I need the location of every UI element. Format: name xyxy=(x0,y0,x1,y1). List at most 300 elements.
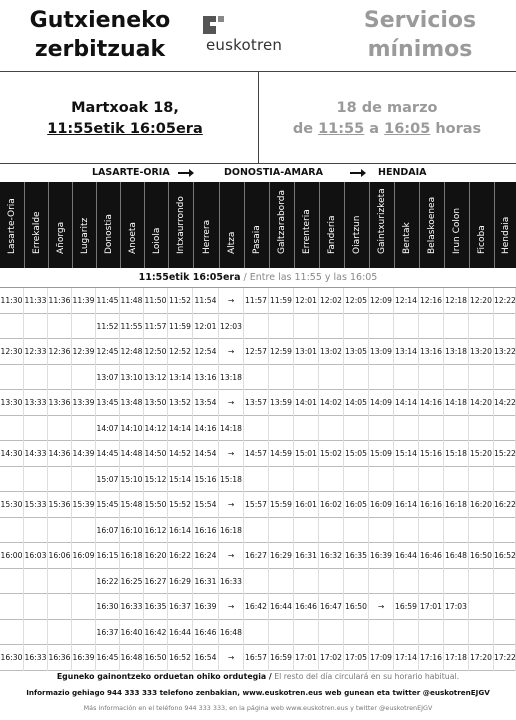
table-cell: 15:50 xyxy=(144,492,168,518)
table-cell: 16:24 xyxy=(193,543,219,569)
table-cell: 13:16 xyxy=(419,339,444,365)
table-cell xyxy=(394,569,419,595)
table-cell xyxy=(48,594,72,620)
footer-notice xyxy=(0,672,516,686)
table-cell: 16:50 xyxy=(469,543,494,569)
table-cell: 15:12 xyxy=(144,467,168,493)
table-cell xyxy=(244,518,269,544)
table-cell: 13:01 xyxy=(294,339,319,365)
table-cell: 16:12 xyxy=(144,518,168,544)
table-cell: 16:46 xyxy=(193,620,219,646)
table-cell xyxy=(494,467,516,493)
table-cell xyxy=(469,314,494,340)
table-cell xyxy=(48,416,72,442)
table-cell xyxy=(294,518,319,544)
table-cell: 16:32 xyxy=(319,543,344,569)
table-cell: 13:57 xyxy=(244,390,269,416)
station-header xyxy=(120,182,144,268)
table-cell: 12:54 xyxy=(193,339,219,365)
table-cell: 11:45 xyxy=(96,288,120,314)
table-cell: 17:01 xyxy=(419,594,444,620)
table-cell: → xyxy=(219,543,244,569)
table-cell: 16:31 xyxy=(294,543,319,569)
table-cell: 15:16 xyxy=(419,441,444,467)
table-cell: 17:16 xyxy=(419,645,444,671)
header xyxy=(0,0,516,72)
table-cell: 15:07 xyxy=(96,467,120,493)
table-cell xyxy=(369,569,394,595)
table-cell: 16:30 xyxy=(0,645,24,671)
table-cell: 13:10 xyxy=(120,365,144,391)
table-cell xyxy=(269,314,294,340)
date-spanish-start-time: 11:55 xyxy=(318,121,365,137)
table-cell xyxy=(72,416,96,442)
table-cell xyxy=(48,365,72,391)
table-cell: 16:16 xyxy=(419,492,444,518)
table-row xyxy=(0,594,516,620)
euskotren-logo xyxy=(200,12,320,52)
station-header xyxy=(0,182,24,268)
table-cell: 16:09 xyxy=(369,492,394,518)
table-cell xyxy=(444,569,469,595)
station-header xyxy=(469,182,494,268)
table-cell xyxy=(469,569,494,595)
title-basque-line1: Gutxieneko xyxy=(29,8,171,33)
table-cell: 13:59 xyxy=(269,390,294,416)
table-cell xyxy=(24,416,48,442)
table-cell: 16:18 xyxy=(444,492,469,518)
table-row xyxy=(0,467,516,493)
station-name: Añorga xyxy=(55,221,66,254)
table-cell: 15:48 xyxy=(120,492,144,518)
route-via: DONOSTIA-AMARA xyxy=(224,167,323,178)
station-name: Oiartzun xyxy=(352,215,362,254)
table-cell: 16:18 xyxy=(120,543,144,569)
table-cell: 16:39 xyxy=(72,645,96,671)
table-cell: 12:22 xyxy=(494,288,516,314)
table-cell: 11:39 xyxy=(72,288,96,314)
table-cell xyxy=(72,314,96,340)
table-cell: 11:36 xyxy=(48,288,72,314)
table-cell: 14:57 xyxy=(244,441,269,467)
table-row xyxy=(0,543,516,569)
brand-name: euskotren xyxy=(206,36,283,54)
station-name: Ficoba xyxy=(477,225,487,254)
table-cell xyxy=(444,467,469,493)
table-cell: 16:44 xyxy=(168,620,193,646)
table-cell xyxy=(394,467,419,493)
table-cell xyxy=(48,518,72,544)
table-cell: 16:06 xyxy=(48,543,72,569)
table-cell xyxy=(24,594,48,620)
station-header xyxy=(419,182,444,268)
table-cell: 16:05 xyxy=(344,492,369,518)
table-cell: 16:33 xyxy=(120,594,144,620)
table-cell xyxy=(394,620,419,646)
table-cell: 15:22 xyxy=(494,441,516,467)
table-cell xyxy=(494,416,516,442)
table-cell: → xyxy=(219,441,244,467)
station-header xyxy=(269,182,294,268)
table-cell: 13:36 xyxy=(48,390,72,416)
station-name: Gaintxurizketa xyxy=(377,188,387,254)
table-cell: 17:03 xyxy=(444,594,469,620)
table-cell: 13:05 xyxy=(344,339,369,365)
station-name: Lasarte-Oria xyxy=(7,198,17,254)
table-cell: 12:45 xyxy=(96,339,120,365)
station-header xyxy=(444,182,469,268)
station-name: Altza xyxy=(227,231,237,254)
table-cell: 13:22 xyxy=(494,339,516,365)
station-name: Errenteria xyxy=(302,209,312,254)
table-cell xyxy=(469,416,494,442)
table-cell xyxy=(444,365,469,391)
table-cell: 17:09 xyxy=(369,645,394,671)
table-cell xyxy=(369,467,394,493)
table-cell: 12:59 xyxy=(269,339,294,365)
route-destination: HENDAIA xyxy=(378,167,427,178)
station-name: Hendaia xyxy=(500,216,511,254)
table-cell: 13:54 xyxy=(193,390,219,416)
table-row xyxy=(0,339,516,365)
title-basque xyxy=(10,6,190,64)
table-cell: 11:33 xyxy=(24,288,48,314)
table-cell: 15:33 xyxy=(24,492,48,518)
table-cell: 16:50 xyxy=(344,594,369,620)
table-row xyxy=(0,441,516,467)
table-cell: 15:05 xyxy=(344,441,369,467)
table-cell xyxy=(294,314,319,340)
table-cell xyxy=(394,365,419,391)
station-header xyxy=(48,182,72,268)
table-cell: 14:10 xyxy=(120,416,144,442)
footer-notice-basque: Eguneko gainontzeko orduetan ohiko ordutegia / xyxy=(56,672,272,681)
table-cell xyxy=(0,365,24,391)
station-name: Belaskoenea xyxy=(427,196,437,254)
table-cell: 12:09 xyxy=(369,288,394,314)
table-cell: 16:44 xyxy=(394,543,419,569)
table-cell: 15:14 xyxy=(394,441,419,467)
table-cell: 16:14 xyxy=(394,492,419,518)
table-cell: 17:14 xyxy=(394,645,419,671)
table-cell xyxy=(0,594,24,620)
title-spanish-line1: Servicios xyxy=(363,8,477,33)
table-cell: 16:52 xyxy=(168,645,193,671)
time-range-spanish: Entre las 11:55 y las 16:05 xyxy=(249,272,378,283)
table-cell: 12:33 xyxy=(24,339,48,365)
station-header xyxy=(72,182,96,268)
table-cell: 14:05 xyxy=(344,390,369,416)
table-cell: 11:48 xyxy=(120,288,144,314)
table-cell: 16:27 xyxy=(244,543,269,569)
table-cell: 16:22 xyxy=(494,492,516,518)
table-row xyxy=(0,365,516,391)
table-cell: 16:33 xyxy=(24,645,48,671)
table-cell: 12:16 xyxy=(419,288,444,314)
station-header xyxy=(144,182,168,268)
table-cell: 17:18 xyxy=(444,645,469,671)
table-cell: 16:39 xyxy=(369,543,394,569)
table-cell xyxy=(294,467,319,493)
table-cell xyxy=(444,518,469,544)
table-cell: 16:22 xyxy=(96,569,120,595)
title-spanish-line2: mínimos xyxy=(367,37,473,62)
table-cell xyxy=(369,314,394,340)
table-cell xyxy=(469,467,494,493)
station-name: Bentak xyxy=(402,222,412,254)
table-cell: 16:48 xyxy=(219,620,244,646)
table-cell: 14:33 xyxy=(24,441,48,467)
table-cell: 14:36 xyxy=(48,441,72,467)
table-cell: 15:45 xyxy=(96,492,120,518)
table-cell: 11:59 xyxy=(168,314,193,340)
route-origin: LASARTE-ORIA xyxy=(92,167,170,178)
table-cell: 16:57 xyxy=(244,645,269,671)
table-cell: 17:20 xyxy=(469,645,494,671)
table-cell xyxy=(444,416,469,442)
table-cell: 13:07 xyxy=(96,365,120,391)
table-cell xyxy=(344,314,369,340)
table-cell xyxy=(419,569,444,595)
table-cell xyxy=(48,569,72,595)
table-cell: 11:57 xyxy=(244,288,269,314)
table-cell: 16:35 xyxy=(144,594,168,620)
table-cell xyxy=(319,314,344,340)
table-cell: 14:02 xyxy=(319,390,344,416)
table-cell: 14:07 xyxy=(96,416,120,442)
table-cell xyxy=(0,314,24,340)
table-cell xyxy=(269,365,294,391)
table-cell xyxy=(244,365,269,391)
date-spanish-line1: 18 de marzo xyxy=(336,100,438,116)
table-row xyxy=(0,390,516,416)
table-cell xyxy=(344,365,369,391)
table-cell: 16:14 xyxy=(168,518,193,544)
station-header xyxy=(344,182,369,268)
table-cell: → xyxy=(219,339,244,365)
table-cell: 13:18 xyxy=(219,365,244,391)
table-row xyxy=(0,569,516,595)
table-cell: 16:47 xyxy=(319,594,344,620)
table-row xyxy=(0,620,516,646)
table-cell: 16:48 xyxy=(444,543,469,569)
table-cell xyxy=(469,518,494,544)
table-cell: 16:44 xyxy=(269,594,294,620)
table-cell xyxy=(244,569,269,595)
table-cell: 13:30 xyxy=(0,390,24,416)
table-cell xyxy=(344,467,369,493)
table-cell xyxy=(494,620,516,646)
table-cell: 13:12 xyxy=(144,365,168,391)
table-cell: 14:18 xyxy=(444,390,469,416)
table-cell: 12:02 xyxy=(319,288,344,314)
table-cell: 15:18 xyxy=(444,441,469,467)
table-cell: 14:09 xyxy=(369,390,394,416)
table-cell: 12:39 xyxy=(72,339,96,365)
station-name: Donostia xyxy=(103,214,114,254)
table-cell: 16:37 xyxy=(96,620,120,646)
station-name: Herrera xyxy=(201,219,212,254)
table-cell: 16:20 xyxy=(469,492,494,518)
table-cell: 16:25 xyxy=(120,569,144,595)
table-cell xyxy=(72,569,96,595)
table-cell: 16:30 xyxy=(96,594,120,620)
table-cell xyxy=(24,518,48,544)
table-cell: 16:29 xyxy=(269,543,294,569)
table-cell: 16:22 xyxy=(168,543,193,569)
table-cell: 14:01 xyxy=(294,390,319,416)
station-header xyxy=(219,182,244,268)
date-spanish xyxy=(282,98,492,140)
table-row xyxy=(0,314,516,340)
table-cell xyxy=(319,416,344,442)
table-cell xyxy=(494,365,516,391)
table-cell: 15:30 xyxy=(0,492,24,518)
table-cell xyxy=(24,365,48,391)
table-row xyxy=(0,416,516,442)
table-cell xyxy=(0,569,24,595)
table-cell xyxy=(48,314,72,340)
date-spanish-post: horas xyxy=(430,121,482,137)
table-cell xyxy=(269,518,294,544)
table-cell: 11:55 xyxy=(120,314,144,340)
table-cell: 16:42 xyxy=(144,620,168,646)
table-cell: 14:50 xyxy=(144,441,168,467)
table-cell: 16:52 xyxy=(494,543,516,569)
date-spanish-end-time: 16:05 xyxy=(384,121,431,137)
table-cell: 16:09 xyxy=(72,543,96,569)
euskotren-logo-icon xyxy=(200,12,226,38)
table-cell: 13:33 xyxy=(24,390,48,416)
table-cell: 14:14 xyxy=(394,390,419,416)
table-cell xyxy=(24,314,48,340)
table-cell: 16:42 xyxy=(244,594,269,620)
table-cell xyxy=(494,569,516,595)
table-cell: 11:57 xyxy=(144,314,168,340)
table-cell xyxy=(0,518,24,544)
table-cell xyxy=(24,569,48,595)
table-cell: 13:48 xyxy=(120,390,144,416)
table-cell: 16:36 xyxy=(48,645,72,671)
table-cell xyxy=(244,620,269,646)
table-cell: 13:45 xyxy=(96,390,120,416)
time-range-subtitle xyxy=(0,268,516,288)
station-header xyxy=(244,182,269,268)
table-cell: 16:37 xyxy=(168,594,193,620)
station-name: Anoeta xyxy=(127,222,138,254)
table-cell: 16:59 xyxy=(269,645,294,671)
table-cell: 11:50 xyxy=(144,288,168,314)
table-cell: 15:02 xyxy=(319,441,344,467)
footer-info-basque: Informazio gehiago 944 333 333 telefono zenbakian, www.euskotren.eus web gunean eta twitter @euskotrenEJGV xyxy=(26,688,490,697)
footer-info-spanish: Más información en el teléfono 944 333 333, en la página web www.euskotren.eus y twitter @euskotrenEJGV xyxy=(83,704,433,712)
table-cell: 13:18 xyxy=(444,339,469,365)
table-cell xyxy=(294,569,319,595)
table-cell xyxy=(344,518,369,544)
table-cell xyxy=(444,620,469,646)
table-cell xyxy=(444,314,469,340)
station-name: Lugaritz xyxy=(79,217,90,254)
table-cell: 11:52 xyxy=(168,288,193,314)
station-name: Intxaurrondo xyxy=(176,196,186,254)
station-header xyxy=(168,182,193,268)
table-cell: 16:16 xyxy=(193,518,219,544)
table-cell: 15:18 xyxy=(219,467,244,493)
table-cell xyxy=(24,620,48,646)
table-cell xyxy=(269,569,294,595)
station-header xyxy=(24,182,48,268)
table-cell: 12:14 xyxy=(394,288,419,314)
table-cell xyxy=(369,365,394,391)
station-header xyxy=(494,182,516,268)
date-spanish-line2 xyxy=(282,119,492,140)
table-cell: 16:40 xyxy=(120,620,144,646)
table-cell xyxy=(369,620,394,646)
table-cell xyxy=(269,467,294,493)
table-cell xyxy=(469,365,494,391)
table-cell xyxy=(72,620,96,646)
right-arrow-icon xyxy=(178,169,194,177)
table-cell xyxy=(319,518,344,544)
table-cell: 14:54 xyxy=(193,441,219,467)
table-cell: 16:10 xyxy=(120,518,144,544)
table-cell: → xyxy=(219,594,244,620)
table-cell: 12:52 xyxy=(168,339,193,365)
table-cell: 15:57 xyxy=(244,492,269,518)
table-cell: 14:39 xyxy=(72,441,96,467)
table-cell: 14:20 xyxy=(469,390,494,416)
table-cell xyxy=(369,416,394,442)
table-cell xyxy=(419,314,444,340)
date-spanish-pre: de xyxy=(292,121,319,137)
table-cell xyxy=(0,467,24,493)
table-cell: 11:54 xyxy=(193,288,219,314)
date-basque-line2: 11:55etik 16:05era xyxy=(47,121,203,137)
table-cell: 14:14 xyxy=(168,416,193,442)
table-cell xyxy=(344,620,369,646)
table-cell: → xyxy=(219,645,244,671)
table-cell: 15:10 xyxy=(120,467,144,493)
table-cell: 16:35 xyxy=(344,543,369,569)
table-cell: 14:59 xyxy=(269,441,294,467)
table-cell: 12:01 xyxy=(294,288,319,314)
date-divider xyxy=(258,72,259,164)
table-cell: 16:20 xyxy=(144,543,168,569)
table-cell xyxy=(244,467,269,493)
table-cell: 11:30 xyxy=(0,288,24,314)
table-cell: 16:00 xyxy=(0,543,24,569)
table-cell: 16:50 xyxy=(144,645,168,671)
table-cell xyxy=(244,314,269,340)
station-header xyxy=(394,182,419,268)
table-cell: 14:18 xyxy=(219,416,244,442)
table-cell: 16:07 xyxy=(96,518,120,544)
table-cell xyxy=(48,467,72,493)
table-cell: 13:20 xyxy=(469,339,494,365)
table-cell: 15:20 xyxy=(469,441,494,467)
table-cell: 16:31 xyxy=(193,569,219,595)
table-cell: 15:52 xyxy=(168,492,193,518)
table-cell: 12:36 xyxy=(48,339,72,365)
table-cell: 16:18 xyxy=(219,518,244,544)
date-basque xyxy=(20,98,230,140)
station-name: Irun Colon xyxy=(452,207,462,254)
station-name: Fanderia xyxy=(327,215,337,254)
table-cell: 13:14 xyxy=(394,339,419,365)
table-cell xyxy=(319,620,344,646)
table-cell: 14:16 xyxy=(193,416,219,442)
table-cell: → xyxy=(219,492,244,518)
